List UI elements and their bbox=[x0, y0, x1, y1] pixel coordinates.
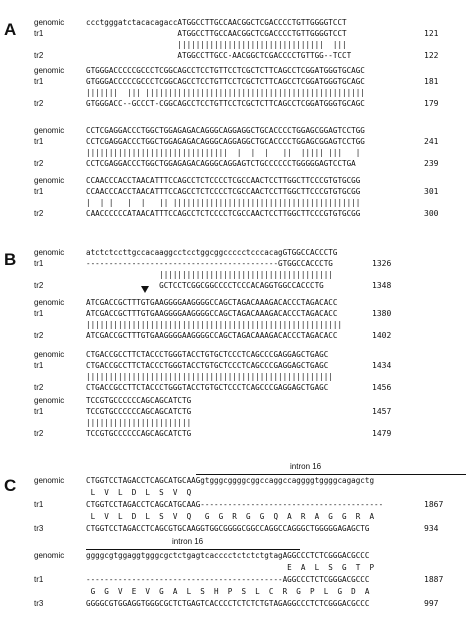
row-label-genomic: genomic bbox=[34, 126, 65, 135]
position-number: 1456 bbox=[372, 383, 392, 392]
sequence-tr2: GTGGGACC--GCCCT-CGGCAGCCTCCTGTTCCTCGCTCTTCAGCCTCGGATGGGTGCAGC bbox=[86, 99, 365, 108]
panel-label-a: A bbox=[4, 20, 17, 39]
row-label-genomic: genomic bbox=[34, 66, 65, 75]
position-number: 181 bbox=[424, 77, 439, 86]
sequence-tr1: ------------------------------------------GTGGCCACCCTG bbox=[86, 259, 333, 268]
position-number: 934 bbox=[424, 524, 439, 533]
alignment-marks: G G V E V G A L S H P S L C R G P L G D A bbox=[86, 587, 370, 596]
row-label-tr1: tr1 bbox=[34, 29, 44, 38]
row-label-tr1: tr1 bbox=[34, 259, 44, 268]
sequence-tr2: CTGACCGCCTTCTACCCTGGGTACCTGTGCTCCCTCAGCCCGAGGAGCTGAGC bbox=[86, 383, 329, 392]
sequence-genomic: TCCGTGCCCCCCAGCAGCATCTG bbox=[86, 396, 192, 405]
sequence-tr2: CAACCCCCCATAACATTTCCAGCCTCTCCCCTCGCCAACTCCTTGGCTTCCCGTGTGCGG bbox=[86, 209, 361, 218]
position-number: 997 bbox=[424, 599, 439, 608]
row-label-tr2: tr2 bbox=[34, 99, 44, 108]
sequence-tr1: CTGGTCCTAGACCTCAGCATGCAAG---------------------------------------- bbox=[86, 500, 384, 509]
alignment-marks: E A L S G T P bbox=[86, 563, 375, 572]
alignment-marks: |||||||||||||||||||||||||||||||||||||| bbox=[86, 270, 333, 279]
sequence-tr3: CTGGTCCTAGACCTCAGCGTGCAAGGTGGCGGGGCGGCCAGGCCAGGGCTGGGGGAGAGCTG bbox=[86, 524, 370, 533]
sequence-tr2: CCTCGAGGACCCTGGCTGGAGAGACAGGGCAGGAGTCTGCCCCCCTGGGGGAGTCCTGA bbox=[86, 159, 356, 168]
alignment-marks: ||||||||||||||||||||||| bbox=[86, 418, 192, 427]
row-label-tr1: tr1 bbox=[34, 575, 44, 584]
row-label-tr2: tr2 bbox=[34, 281, 44, 290]
sequence-genomic: CTGGTCCTAGACCTCAGCATGCAAGgtgggcggggcggccaggccaggggtggggcagagctg bbox=[86, 476, 375, 485]
row-label-tr2: tr2 bbox=[34, 51, 44, 60]
row-label-genomic: genomic bbox=[34, 176, 65, 185]
position-number: 1457 bbox=[372, 407, 392, 416]
position-number: 1867 bbox=[424, 500, 444, 509]
sequence-tr1: GTGGGACCCCCGCCCTCGGCAGCCTCCTGTTCCTCGCTCTTCAGCCTCGGATGGGTGCAGC bbox=[86, 77, 365, 86]
sequence-tr1: TCCGTGCCCCCCAGCAGCATCTG bbox=[86, 407, 192, 416]
position-number: 122 bbox=[424, 51, 439, 60]
position-number: 1348 bbox=[372, 281, 392, 290]
row-label-tr1: tr1 bbox=[34, 77, 44, 86]
row-label-tr2: tr2 bbox=[34, 209, 44, 218]
row-label-tr1: tr1 bbox=[34, 407, 44, 416]
sequence-tr3: GGGGCGTGGAGGTGGGCGCTCTGAGTCACCCCTCTCTCTGTAGAGGCCCTCTCGGGACGCCC bbox=[86, 599, 370, 608]
position-number: 1402 bbox=[372, 331, 392, 340]
sequence-tr1: CTGACCGCCTTCTACCCTGGGTACCTGTGCTCCCTCAGCCCGAGGAGCTGAGC bbox=[86, 361, 329, 370]
position-number: 1434 bbox=[372, 361, 392, 370]
row-label-genomic: genomic bbox=[34, 298, 65, 307]
position-number: 239 bbox=[424, 159, 439, 168]
alignment-marks: |||||||||||||||||||||||||||||||||||||||||||||||||||||||| bbox=[86, 320, 343, 329]
position-number: 301 bbox=[424, 187, 439, 196]
sequence-tr1: CCTCGAGGACCCTGGCTGGAGAGACAGGGCAGGAGGCTGCACCCCTGGAGCGGAGTCCTGG bbox=[86, 137, 365, 146]
intron-bar-2 bbox=[86, 549, 300, 550]
position-number: 241 bbox=[424, 137, 439, 146]
position-number: 121 bbox=[424, 29, 439, 38]
alignment-marks: |||||||||||||||||||||||||||||||| ||| bbox=[86, 40, 352, 49]
row-label-genomic: genomic bbox=[34, 350, 65, 359]
position-number: 1887 bbox=[424, 575, 444, 584]
position-number: 1380 bbox=[372, 309, 392, 318]
row-label-tr2: tr2 bbox=[34, 429, 44, 438]
row-label-tr1: tr1 bbox=[34, 309, 44, 318]
row-label-tr3: tr3 bbox=[34, 599, 44, 608]
position-number: 1326 bbox=[372, 259, 392, 268]
row-label-tr1: tr1 bbox=[34, 187, 44, 196]
sequence-tr1: ATCGACCGCTTTGTGAAGGGGAAGGGGCCAGCTAGACAAAGACACCCTAGACACC bbox=[86, 309, 338, 318]
sequence-genomic: CTGACCGCCTTCTACCCTGGGTACCTGTGCTCCCTCAGCCCGAGGAGCTGAGC bbox=[86, 350, 329, 359]
sequence-genomic: ggggcgtggaggtgggcgctctgagtcacccctctctctgtagAGGCCCTCTCGGGACGCCC bbox=[86, 551, 370, 560]
position-number: 1479 bbox=[372, 429, 392, 438]
row-label-tr2: tr2 bbox=[34, 159, 44, 168]
row-label-genomic: genomic bbox=[34, 248, 65, 257]
sequence-tr1: -------------------------------------------AGGCCCTCTCGGGACGCCC bbox=[86, 575, 370, 584]
position-number: 179 bbox=[424, 99, 439, 108]
row-label-genomic: genomic bbox=[34, 18, 65, 27]
panel-label-c: C bbox=[4, 476, 17, 495]
sequence-tr2: TCCGTGCCCCCCAGCAGCATCTG bbox=[86, 429, 192, 438]
sequence-tr1: ATGGCCTTGCCAACGGCTCGACCCCTGTTGGGGTCCT bbox=[86, 29, 347, 38]
row-label-tr1: tr1 bbox=[34, 500, 44, 509]
position-number: 300 bbox=[424, 209, 439, 218]
sequence-genomic: atctctccttgccacaaggcctcctggcggccccctcccacagGTGGCCACCCTG bbox=[86, 248, 338, 257]
sequence-genomic: ATCGACCGCTTTGTGAAGGGGAAGGGGCCAGCTAGACAAAGACACCCTAGACACC bbox=[86, 298, 338, 307]
sequence-tr1: CCAACCCACCTAACATTTCCAGCCTCTCCCCTCGCCAACTCCTTGGCTTCCCGTGTGCGG bbox=[86, 187, 361, 196]
intron-label-1: intron 16 bbox=[290, 462, 322, 471]
sequence-genomic: GTGGGACCCCCGCCCTCGGCAGCCTCCTGTTCCTCGCTCTTCAGCCTCGGATGGGTGCAGC bbox=[86, 66, 365, 75]
intron-bar-1 bbox=[196, 474, 466, 475]
sequence-tr2: ATGGCCTTGCC-AACGGCTCGACCCCTGTTGG--TCCT bbox=[86, 51, 352, 60]
row-label-tr1: tr1 bbox=[34, 137, 44, 146]
row-label-tr2: tr2 bbox=[34, 383, 44, 392]
row-label-tr2: tr2 bbox=[34, 331, 44, 340]
sequence-genomic: CCAACCCACCTAACATTTCCAGCCTCTCCCCTCGCCAACTCCTTGGCTTCCCGTGTGCGG bbox=[86, 176, 361, 185]
row-label-genomic: genomic bbox=[34, 396, 65, 405]
sequence-genomic: CCTCGAGGACCCTGGCTGGAGAGACAGGGCAGGAGGCTGCACCCCTGGAGCGGAGTCCTGG bbox=[86, 126, 365, 135]
alignment-marks: | | | | | || ||||||||||||||||||||||||||||||||||||||||| bbox=[86, 198, 361, 207]
alignment-marks: ||||||||||||||||||||||||||||||| | | | || ||||| ||| | bbox=[86, 148, 361, 157]
row-label-genomic: genomic bbox=[34, 551, 65, 560]
sequence-tr2: ATCGACCGCTTTGTGAAGGGGAAGGGGCCAGCTAGACAAAGACACCCTAGACACC bbox=[86, 331, 338, 340]
sequence-tr2: GCTCCTCGGCGGCCCCTCCCACAGGTGGCCACCCTG bbox=[86, 281, 324, 290]
alignment-marks: L V L D L S V Q G G R G G Q A R A G G R A bbox=[86, 512, 375, 521]
alignment-marks: |||||||||||||||||||||||||||||||||||||||||||||||||||||| bbox=[86, 372, 333, 381]
alignment-marks: L V L D L S V Q bbox=[86, 488, 192, 497]
sequence-genomic: ccctgggatctacacagaccATGGCCTTGCCAACGGCTCGACCCCTGTTGGGGTCCT bbox=[86, 18, 347, 27]
alignment-marks: ||||||| ||| |||||||||||||||||||||||||||||||||||||||||||||||| bbox=[86, 88, 365, 97]
row-label-tr3: tr3 bbox=[34, 524, 44, 533]
row-label-tr1: tr1 bbox=[34, 361, 44, 370]
panel-label-b: B bbox=[4, 250, 17, 269]
row-label-genomic: genomic bbox=[34, 476, 65, 485]
intron-label-2: intron 16 bbox=[172, 537, 204, 546]
